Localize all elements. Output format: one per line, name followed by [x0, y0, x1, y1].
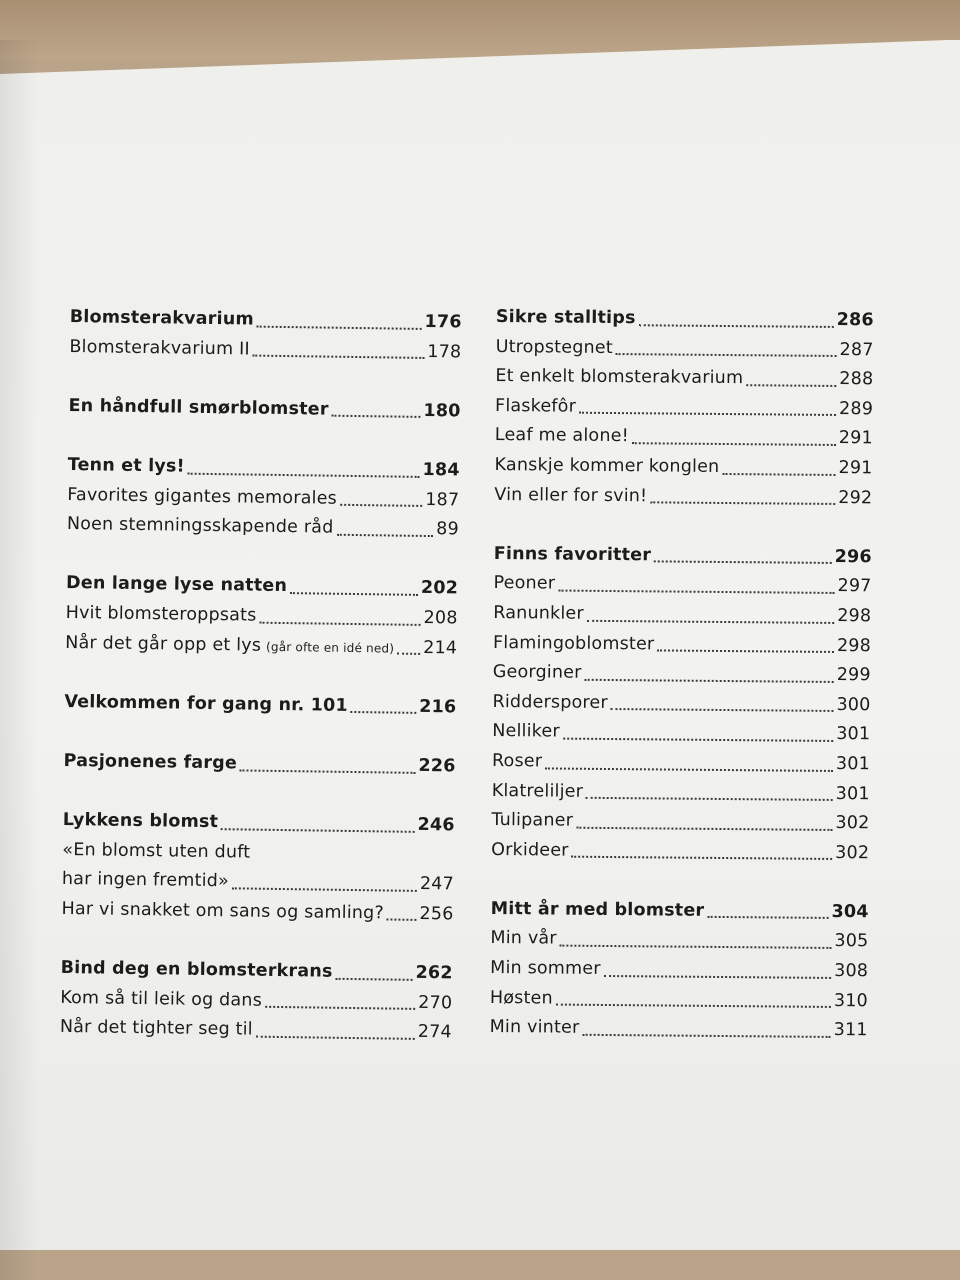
toc-entry-note: (går ofte en idé ned) [266, 639, 395, 656]
toc-entry [494, 451, 872, 484]
toc-page-number: 176 [424, 311, 462, 333]
toc-page-number: 216 [419, 696, 457, 718]
toc-page-number: 301 [835, 783, 870, 804]
toc-entry [490, 924, 868, 957]
toc-entry [491, 806, 869, 839]
toc-entry-title: Leaf me alone! [494, 425, 629, 447]
toc-entry [490, 1013, 868, 1046]
toc-entry-title: Roser [491, 750, 543, 772]
toc-section-title: Sikre stalltips [495, 306, 636, 329]
toc-page-number: 310 [833, 990, 869, 1011]
toc-page-number: 302 [835, 813, 870, 834]
toc-entry [494, 540, 872, 573]
toc-page-number: 289 [838, 398, 874, 420]
leader-dots [221, 827, 414, 833]
toc-entry-title: «En blomst uten duft [62, 839, 251, 863]
leader-dots [572, 855, 833, 860]
toc-entry [493, 569, 871, 602]
leader-dots [579, 411, 836, 416]
toc-entry [491, 895, 869, 928]
leader-dots [397, 652, 420, 655]
toc-section-title: Finns favoritter [493, 543, 652, 566]
toc-entry-title: har ingen fremtid» [61, 869, 230, 892]
toc-entry [495, 392, 873, 425]
toc-entry [496, 303, 874, 336]
toc-entry-title: Min vår [490, 928, 557, 950]
leader-dots [582, 1033, 830, 1038]
leader-dots [587, 618, 834, 623]
toc-page-number: 270 [418, 992, 453, 1014]
toc-entry-title: Vin eller for svin! [494, 484, 648, 506]
leader-dots [558, 588, 834, 593]
toc-entry [495, 362, 873, 395]
toc-page-number: 296 [834, 546, 872, 568]
toc-page-number: 247 [419, 874, 455, 895]
toc-entry [490, 954, 868, 987]
toc-entry-title: Utropstegnet [495, 336, 613, 358]
toc-page-number: 180 [423, 400, 461, 422]
toc-entry [495, 421, 873, 454]
toc-entry-title: Orkideer [491, 839, 569, 861]
leader-dots [232, 886, 417, 892]
toc-section-title: En håndfull smørblomster [68, 395, 329, 420]
toc-entry-title: Flaskefôr [495, 395, 577, 417]
toc-section-title: Pasjonenes farge [63, 750, 238, 774]
leader-dots [265, 1005, 415, 1010]
toc-entry [67, 510, 459, 545]
leader-dots [336, 532, 433, 536]
toc-page-number: 288 [839, 369, 874, 390]
leader-dots [556, 1003, 831, 1008]
toc-entry [495, 333, 873, 366]
leader-dots [654, 560, 832, 565]
toc-page-number: 300 [836, 694, 871, 716]
leader-dots [387, 918, 417, 921]
toc-entry [64, 688, 456, 723]
toc-page-number: 246 [417, 814, 455, 836]
toc-section-title: Velkommen for gang nr. 101 [64, 691, 348, 716]
toc-page-number: 311 [833, 1020, 868, 1041]
leader-dots [560, 944, 832, 949]
toc-page-number: 256 [419, 903, 454, 925]
toc-entry-title: Nelliker [492, 721, 560, 742]
toc-entry-title: Klatreliljer [491, 780, 584, 802]
toc-entry [493, 658, 871, 691]
leader-dots [545, 766, 833, 772]
toc-entry-title: Flamingoblomster [492, 632, 655, 654]
toc-page-number: 291 [838, 457, 873, 479]
leader-dots [257, 324, 422, 329]
leader-dots [639, 323, 834, 328]
toc-entry-title: Favorites gigantes memorales [67, 484, 338, 509]
toc-entry [492, 776, 870, 809]
toc-entry-title: Noen stemningsskapende råd [66, 514, 334, 538]
toc-page-number: 208 [423, 607, 458, 629]
toc-section-title: Mitt år med blomster [490, 898, 705, 921]
leader-dots [650, 501, 835, 506]
toc-entry-title: Min vinter [489, 1017, 580, 1039]
toc-page-number: 298 [836, 635, 872, 656]
toc-page-number: 178 [427, 341, 462, 363]
toc-entry-title: Et enkelt blomsterakvarium [495, 366, 744, 389]
toc-page-number: 299 [836, 665, 871, 686]
page-spine-shadow [0, 40, 38, 1280]
toc-page-number: 89 [436, 519, 460, 540]
toc-entry [492, 717, 870, 750]
toc-section-title: Tenn et lys! [67, 454, 185, 477]
toc-page-number: 202 [420, 578, 459, 599]
leader-dots [707, 915, 828, 919]
leader-dots [335, 976, 412, 980]
toc-page-number: 297 [837, 576, 872, 597]
toc-page-number: 298 [837, 605, 872, 627]
toc-entry-title: Peoner [493, 573, 556, 594]
toc-entry [69, 333, 461, 368]
toc-entry [60, 1013, 452, 1048]
toc-page-number: 308 [834, 961, 869, 982]
toc-page-number: 187 [425, 489, 460, 511]
toc-entry-title: Min sommer [490, 958, 601, 980]
toc-entry [63, 747, 455, 782]
toc-entry-title: Når det går opp et lys [65, 632, 262, 656]
toc-entry-title: Høsten [489, 987, 553, 1009]
toc-page-number: 304 [831, 901, 869, 923]
leader-dots [332, 414, 421, 418]
toc-page-number: 286 [836, 309, 874, 331]
toc-section-title: Blomsterakvarium [69, 306, 254, 330]
toc-page-number: 226 [418, 755, 456, 777]
leader-dots [240, 768, 415, 773]
toc-entry-title: Hvit blomsteroppsats [65, 602, 257, 626]
toc-page-number: 305 [834, 931, 869, 952]
toc-page-number: 291 [838, 428, 873, 449]
leader-dots [611, 707, 834, 712]
toc-page-number: 302 [835, 842, 870, 863]
toc-entry-title: Ranunkler [493, 602, 584, 624]
toc-entry [493, 599, 871, 632]
leader-dots [188, 471, 420, 477]
toc-entry [492, 747, 870, 780]
leader-dots [746, 383, 836, 387]
leader-dots [657, 649, 834, 654]
toc-right-column [490, 303, 874, 1046]
toc-entry [65, 628, 457, 663]
leader-dots [290, 591, 418, 596]
toc-entry-title: Har vi snakket om sans og samling? [61, 898, 385, 924]
toc-page-number: 214 [423, 637, 458, 658]
toc-entry-title: Kom så til leik og dans [60, 987, 263, 1011]
toc-section-title: Den lange lyse natten [65, 573, 288, 597]
toc-entry [491, 836, 869, 869]
toc-entry-title: Kanskje kommer konglen [494, 454, 720, 477]
toc-page-number: 292 [838, 487, 873, 508]
leader-dots [259, 620, 420, 625]
toc-section-title: Lykkens blomst [62, 810, 219, 833]
toc-entry-title: Når det tighter seg til [59, 1017, 253, 1040]
toc-entry-title: Riddersporer [492, 691, 608, 713]
leader-dots [604, 974, 832, 979]
toc-page-number: 274 [417, 1022, 452, 1043]
toc-entry-title: Tulipaner [491, 810, 574, 831]
toc-section-title: Bind deg en blomsterkrans [60, 957, 333, 982]
leader-dots [340, 503, 422, 507]
leader-dots [351, 710, 417, 714]
toc-entry [492, 688, 870, 721]
leader-dots [563, 737, 833, 742]
toc-entry [493, 629, 871, 662]
leader-dots [616, 352, 837, 357]
leader-dots [256, 1035, 415, 1040]
leader-dots [722, 472, 835, 476]
toc-left-column [60, 303, 462, 1048]
toc-page-number: 262 [415, 962, 453, 984]
toc-page-number: 287 [839, 339, 874, 360]
toc-page-number: 184 [422, 459, 460, 481]
leader-dots [253, 354, 425, 359]
toc-entry [490, 984, 868, 1017]
toc-entry-title: Georginer [492, 662, 582, 683]
toc-entry [494, 481, 872, 514]
toc-entry-title: Blomsterakvarium II [69, 336, 250, 360]
toc-page-number: 301 [835, 753, 871, 775]
leader-dots [586, 796, 833, 801]
toc-entry [61, 895, 453, 930]
leader-dots [584, 678, 833, 683]
leader-dots [576, 825, 832, 830]
toc-page-number: 301 [836, 724, 871, 745]
toc-entry [68, 392, 460, 427]
leader-dots [632, 441, 836, 446]
